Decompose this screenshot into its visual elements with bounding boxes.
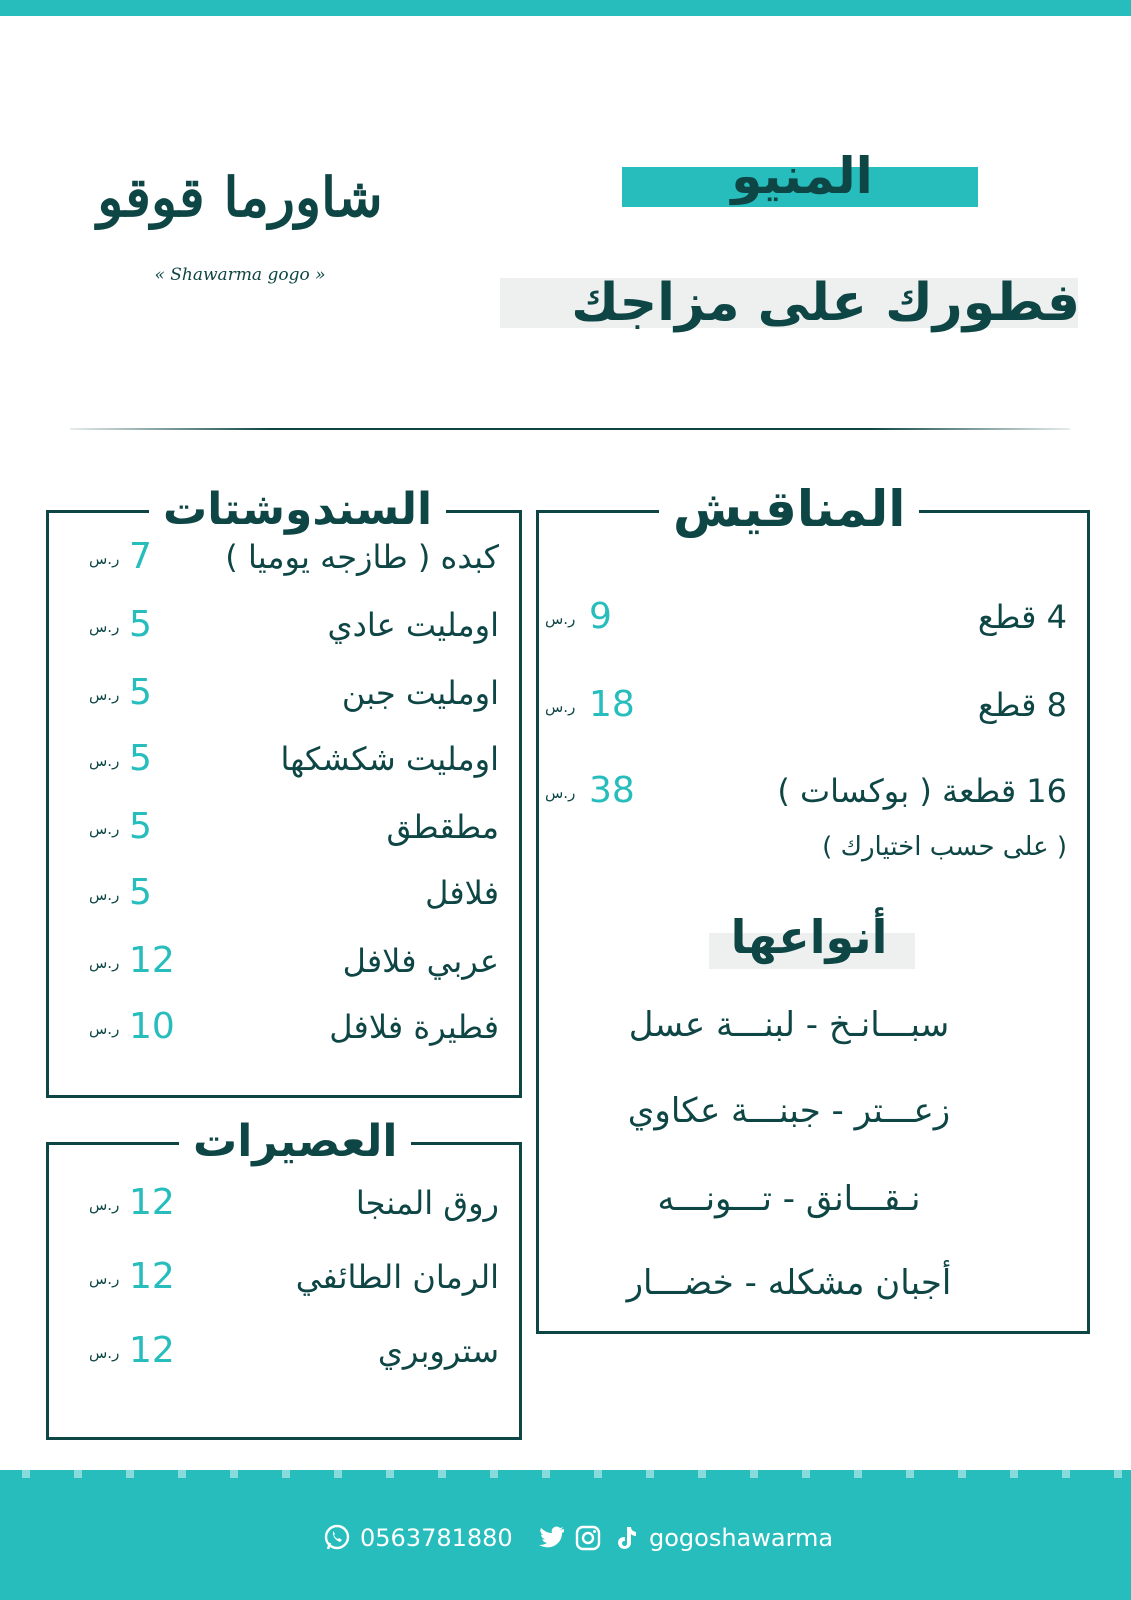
manakish-section — [536, 480, 1090, 1334]
item-price: 5 — [129, 872, 152, 913]
item-currency: ر.س — [89, 886, 120, 904]
item-price: 5 — [129, 738, 152, 779]
logo-arabic: شاورما قوقو — [97, 165, 383, 229]
item-currency: ر.س — [89, 618, 120, 636]
menu-title-block — [622, 145, 982, 207]
menu-item — [539, 685, 1087, 725]
item-price: 12 — [129, 940, 175, 981]
item-price: 5 — [129, 672, 152, 713]
menu-item — [49, 739, 519, 779]
tiktok-icon[interactable] — [611, 1523, 641, 1553]
subtitle: فطورك على مزاجك — [571, 273, 1080, 333]
menu-item — [49, 605, 519, 645]
social-handles — [535, 1520, 833, 1556]
item-currency: ر.س — [89, 954, 120, 972]
item-currency: ر.س — [89, 752, 120, 770]
menu-item — [49, 807, 519, 847]
item-currency: ر.س — [89, 820, 120, 838]
item-price: 5 — [129, 604, 152, 645]
sandwiches-section — [46, 484, 522, 1098]
item-price: 12 — [129, 1330, 175, 1371]
menu-item — [49, 941, 519, 981]
social-handle[interactable]: gogoshawarma — [649, 1524, 834, 1552]
item-name: الرمان الطائفي — [295, 1258, 499, 1296]
item-name: 16 قطعة ( بوكسات ) — [777, 772, 1067, 810]
item-name: فلافل — [425, 874, 499, 912]
item-price: 9 — [589, 596, 612, 637]
menu-item — [49, 1183, 519, 1223]
item-currency: ر.س — [545, 698, 576, 716]
item-price: 10 — [129, 1006, 175, 1047]
item-currency: ر.س — [89, 550, 120, 568]
item-currency: ر.س — [89, 1196, 120, 1214]
menu-item — [49, 673, 519, 713]
types-title: أنواعها — [730, 910, 888, 964]
divider — [70, 428, 1070, 430]
type-line: سبـــانـخ - لبنـــة عسل — [628, 1005, 950, 1045]
item-currency: ر.س — [89, 1344, 120, 1362]
section-title: المناقيش — [659, 467, 919, 551]
item-price: 5 — [129, 806, 152, 847]
item-currency: ر.س — [89, 686, 120, 704]
menu-item — [49, 537, 519, 577]
item-price: 18 — [589, 684, 635, 725]
menu-item — [49, 873, 519, 913]
item-note: ( على حسب اختيارك ) — [822, 832, 1067, 862]
logo — [70, 165, 430, 305]
item-name: كبده ( طازجه يوميا ) — [225, 538, 499, 576]
item-currency: ر.س — [545, 784, 576, 802]
logo-latin: « Shawarma gogo » — [154, 265, 326, 285]
item-name: روق المنجا — [355, 1184, 499, 1222]
item-name: 4 قطع — [977, 598, 1067, 636]
item-name: 8 قطع — [977, 686, 1067, 724]
menu-item — [49, 1331, 519, 1371]
menu-item — [539, 597, 1087, 637]
juices-section — [46, 1116, 522, 1440]
item-price: 12 — [129, 1182, 175, 1223]
item-name: اومليت جبن — [341, 674, 499, 712]
menu-item — [49, 1257, 519, 1297]
item-name: عربي فلافل — [342, 942, 499, 980]
item-name: اومليت عادي — [327, 606, 499, 644]
type-line: نـقـــانق - تـــونـــه — [657, 1179, 921, 1219]
instagram-icon[interactable] — [573, 1523, 603, 1553]
top-accent-bar — [0, 0, 1131, 16]
item-currency: ر.س — [545, 610, 576, 628]
item-currency: ر.س — [89, 1020, 120, 1038]
item-currency: ر.س — [89, 1270, 120, 1288]
twitter-icon[interactable] — [535, 1523, 565, 1553]
type-line: أجبان مشكله - خضـــار — [626, 1263, 952, 1303]
item-price: 7 — [129, 536, 152, 577]
section-title: العصيرات — [179, 1107, 411, 1177]
item-name: ستروبري — [377, 1332, 499, 1370]
contact-phone — [322, 1520, 513, 1556]
item-name: فطيرة فلافل — [329, 1008, 499, 1046]
item-name: مطقطق — [386, 808, 499, 846]
menu-item — [49, 1007, 519, 1047]
phone-number[interactable]: 0563781880 — [360, 1524, 513, 1552]
item-price: 12 — [129, 1256, 175, 1297]
menu-title: المنيو — [731, 147, 873, 205]
whatsapp-icon[interactable] — [322, 1523, 352, 1553]
section-title: السندوشتات — [149, 475, 446, 545]
menu-item — [539, 771, 1087, 811]
item-name: اومليت شكشكها — [280, 740, 499, 778]
type-line: زعـــتر - جبنـــة عكاوي — [627, 1091, 951, 1131]
item-price: 38 — [589, 770, 635, 811]
